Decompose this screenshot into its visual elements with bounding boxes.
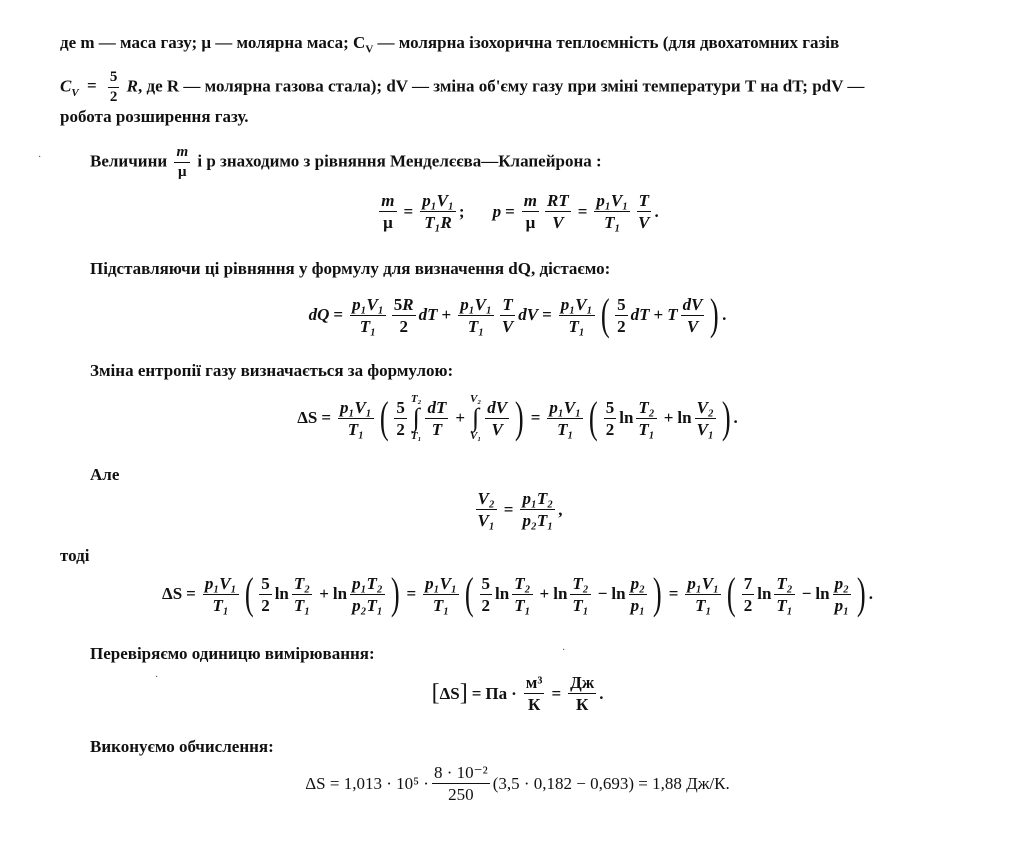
- equation-dq: dQ = $\frac{\text{p₁V₁}}{\text{T₁}}$ $\frac{5R}{2}$ dT + $\frac{\text{p₁V₁}}{\text{T₁}}$ $\frac{T}{V}$ dV = $\frac{\text{p₁V₁}}{\text{T₁}}$ ( $\frac{5}{2}$ dT + T $\frac{dV}{V}$ ) .: [308, 290, 727, 339]
- word-ale: Але: [90, 465, 120, 484]
- definitions-line-1: де m — маса газу; μ — молярна маса; $C_V$ — молярна ізохорична теплоємність (для двохатомних газів: [60, 33, 840, 56]
- mendeleev-intro: Величини $\frac{m}{\mu}$ і p знаходимо з рівняння Менделєєва—Клапейрона :: [90, 144, 602, 180]
- equation-volume-ratio: $\frac{\text{V₂}}{\text{V₁}}$ = $\frac{\text{p₁T₂}}{\text{p₂T₁}}$ ,: [477, 489, 563, 530]
- equation-calculation: ΔS = 1,013 · 10⁵ · $\frac{\text{8 · 10⁻²}}{250}$ (3,5 · 0,182 − 0,693) = 1,88 Дж/К.: [305, 763, 730, 804]
- entropy-intro: Зміна ентропії газу визначається за формулою:: [90, 361, 454, 380]
- dq-intro: Підставляючи ці рівняння у формулу для визначення dQ, дістаємо:: [90, 259, 611, 278]
- units-intro: Перевіряємо одиницю вимірювання:: [90, 644, 375, 663]
- word-todi: тоді: [60, 546, 90, 565]
- scan-speck: ·: [155, 672, 159, 683]
- definitions-line-2: $C_V$ = $\frac{5}{2}$ R, де R — молярна газова стала); dV — зміна об'єму газу при зміні температури T на dT; pdV —: [60, 69, 865, 105]
- equation-entropy-integral: ΔS = $\frac{\text{p₁V₁}}{\text{T₁}}$ ( $\frac{5}{2}$ T₂ ∫ T₁ $\frac{dT}{T}$ + V₂ ∫ V₁ $\frac{dV}{V}$ ) = $\frac{\text{p₁V₁}}{\text{T₁}}$ ( $\frac{5}{2}$ ln $\frac{\text{T₂}}{\text{T₁}}$ + ln $\frac{\text{V₂}}{\text{V₁}}$ ) .: [297, 393, 738, 442]
- equation-units: [ ΔS ] = Па · $\frac{\text{м³}}{К}$ = $\frac{Дж}{К}$ .: [431, 673, 604, 714]
- definitions-line-3: робота розширення газу.: [60, 107, 249, 126]
- calc-intro: Виконуємо обчислення:: [90, 737, 274, 756]
- scan-speck: ·: [562, 645, 566, 656]
- scan-speck: ·: [38, 152, 42, 163]
- equation-mendeleev: $\frac{m}{\mu}$ = $\frac{\text{p₁V₁}}{\text{T₁R}}$ ; p = $\frac{m}{\mu}$ $\frac{RT}{V}$ = $\frac{\text{p₁V₁}}{\text{T₁}}$ $\frac{T}{V}$ .: [381, 191, 659, 232]
- equation-entropy-final: ΔS = $\frac{\text{p₁V₁}}{\text{T₁}}$ ( $\frac{5}{2}$ ln $\frac{\text{T₂}}{\text{T₁}}$ + ln $\frac{\text{p₁T₂}}{\text{p₂T₁}}$ ) = $\frac{\text{p₁V₁}}{\text{T₁}}$ ( $\frac{5}{2}$ ln $\frac{\text{T₂}}{\text{T₁}}$ + ln $\frac{\text{T₂}}{\text{T₁}}$ − ln $\frac{\text{p₂}}{\text{p₁}}$ ) = $\frac{\text{p₁V₁}}{\text{T₁}}$ ( $\frac{7}{2}$ ln $\frac{\text{T₂}}{\text{T₁}}$ − ln $\frac{\text{p₂}}{\text{p₁}}$ ) .: [162, 569, 873, 618]
